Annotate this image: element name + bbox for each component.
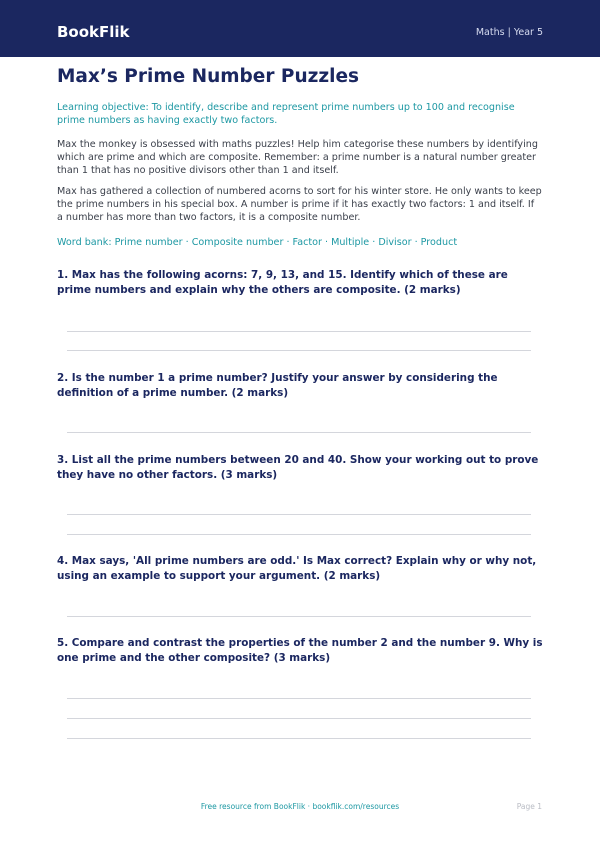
- page-number: Page 1: [516, 802, 542, 811]
- answer-line: [67, 738, 531, 739]
- intro-paragraph-2: Max has gathered a collection of numbered acorns to sort for his winter store. He only wants to keep the prime numbers in his special box. A number is prime if it has exactly two factors: 1 and itself. If a number has more than two factors, it is a composite number.: [57, 186, 542, 223]
- page-title: Max’s Prime Number Puzzles: [57, 66, 360, 87]
- answer-line: [67, 350, 531, 351]
- answer-line: [67, 616, 531, 617]
- answer-line: [67, 331, 531, 332]
- question-2: 2. Is the number 1 a prime number? Justify your answer by considering the definition of a prime number. (2 marks): [57, 372, 498, 399]
- brand-logo-text: BookFlik: [57, 23, 130, 41]
- question-4: 4. Max says, 'All prime numbers are odd.' Is Max correct? Explain why or why not, using an example to support your argument. (2 marks): [57, 555, 537, 582]
- question-1: 1. Max has the following acorns: 7, 9, 13, and 15. Identify which of these are prime numbers and explain why the others are composite. (2 marks): [57, 269, 508, 296]
- answer-line: [67, 534, 531, 535]
- footer-source-link[interactable]: Free resource from BookFlik · bookflik.com/resources: [200, 802, 400, 811]
- question-3: 3. List all the prime numbers between 20 and 40. Show your working out to prove they have no other factors. (3 marks): [57, 454, 539, 481]
- answer-line: [67, 514, 531, 515]
- word-bank: Word bank: Prime number · Composite number · Factor · Multiple · Divisor · Product: [57, 237, 458, 248]
- subject-year-label: Maths | Year 5: [475, 27, 543, 38]
- page-header: [0, 0, 600, 57]
- question-5: 5. Compare and contrast the properties of the number 2 and the number 9. Why is one prime and the other composite? (3 marks): [57, 637, 543, 664]
- answer-line: [67, 432, 531, 433]
- answer-line: [67, 698, 531, 699]
- learning-objective: Learning objective: To identify, describe and represent prime numbers up to 100 and recognise prime numbers as having exactly two factors.: [57, 102, 515, 126]
- intro-paragraph-1: Max the monkey is obsessed with maths puzzles! Help him categorise these numbers by identifying which are prime and which are composite. Remember: a prime number is a natural number greater than 1 that has no positive divisors other than 1 and itself.: [57, 139, 538, 176]
- answer-line: [67, 718, 531, 719]
